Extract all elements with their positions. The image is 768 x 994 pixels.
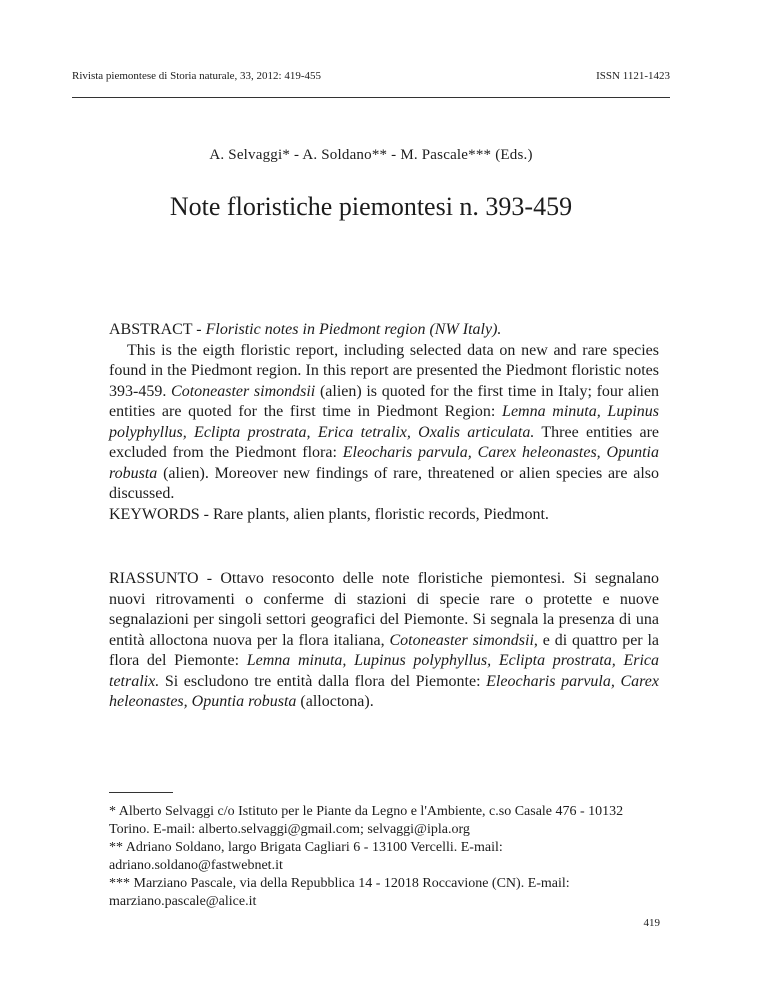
riassunto-text: Si escludono tre entità dalla flora del Piemonte: — [159, 672, 487, 690]
footnote: ** Adriano Soldano, largo Brigata Cagliari 6 - 13100 Vercelli. E-mail: adriano.soldano@fastwebnet.it — [109, 840, 503, 873]
abstract-text: Three entities are excluded from the Piedmont flora: — [109, 423, 659, 461]
footnote-rule — [109, 792, 173, 793]
issn: ISSN 1121-1423 — [596, 70, 670, 82]
abstract-text: (alien) is quoted for the first time in Italy; four alien entities are quoted for the first time in Piedmont Region: — [109, 382, 660, 420]
species-name: Lemna minuta, Lupinus polyphyllus, Eclipta prostrata, Erica tetralix, Oxalis articulata. — [109, 403, 659, 441]
species-name: Cotoneaster simondsii — [389, 631, 534, 649]
journal-citation: Rivista piemontese di Storia naturale, 33, 2012: 419-455 — [72, 70, 321, 82]
abstract-label: ABSTRACT - — [109, 321, 206, 338]
riassunto-text: (alloctona). — [296, 693, 374, 710]
header-rule — [72, 97, 670, 98]
abstract-text: (alien). Moreover new findings of rare, threatened or alien species are also discussed. — [109, 464, 659, 502]
keywords: KEYWORDS - Rare plants, alien plants, floristic records, Piedmont. — [109, 506, 549, 523]
abstract-heading — [109, 320, 659, 341]
footnote: * Alberto Selvaggi c/o Istituto per le Piante da Legno e l'Ambiente, c.so Casale 476 - 10132 Torino. E-mail: alberto.selvaggi@gmail.com; selvaggi@ipla.org — [109, 804, 624, 837]
abstract — [109, 320, 659, 505]
species-name: Eleocharis parvula, Carex heleonastes, Opuntia robusta — [109, 444, 659, 482]
abstract-text: This is the eigth floristic report, including selected data on new and rare species found in the Piedmont region. In this report are presented the Piedmont floristic notes 393-459. — [109, 341, 659, 400]
footnotes — [109, 803, 664, 911]
riassunto-text: , e di quattro per la flora del Piemonte: — [109, 631, 660, 669]
article-title: Note floristiche piemontesi n. 393-459 — [169, 192, 573, 221]
species-name: Cotoneaster simondsii — [171, 382, 316, 400]
authors-line: A. Selvaggi* - A. Soldano** - M. Pascale*** (Eds.) — [209, 147, 533, 163]
page-number: 419 — [643, 917, 660, 929]
abstract-heading-text: Floristic notes in Piedmont region (NW Italy). — [205, 321, 502, 338]
riassunto — [109, 569, 659, 713]
species-name: Lemna minuta, Lupinus polyphyllus, Eclipta prostrata, Erica tetralix. — [109, 652, 659, 690]
footnote: *** Marziano Pascale, via della Repubblica 14 - 12018 Roccavione (CN). E-mail: marziano.pascale@alice.it — [109, 876, 570, 909]
species-name: Eleocharis parvula, Carex heleonastes, Opuntia robusta — [109, 672, 659, 710]
riassunto-text: RIASSUNTO - Ottavo resoconto delle note floristiche piemontesi. Si segnalano nuovi ritrovamenti o conferme di stazioni di specie rare o protette e nuove segnalazioni per singoli settori geografici del Piemonte. Si segnala la presenza di una entità alloctona nuova per la flora italiana, — [109, 570, 659, 649]
running-header — [72, 70, 670, 82]
abstract-body — [109, 341, 659, 505]
